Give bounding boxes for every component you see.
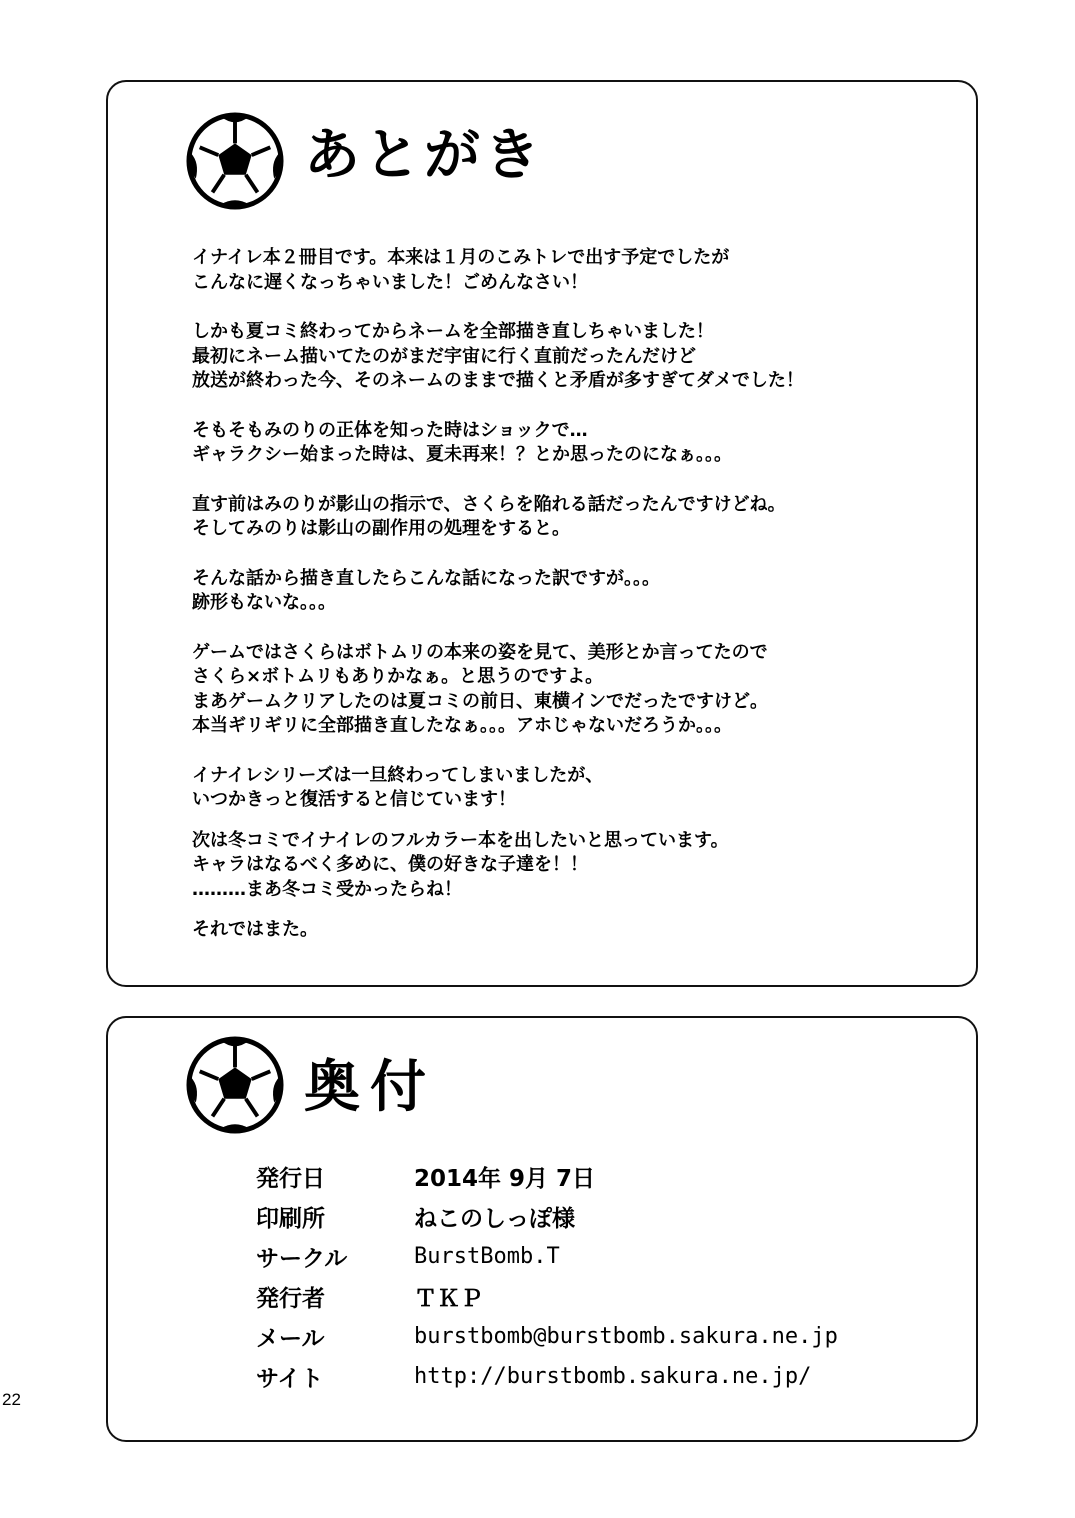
afterword-paragraph	[192, 829, 952, 903]
colophon-value: burstbomb@burstbomb.sakura.ne.jp	[414, 1323, 838, 1349]
colophon-row-circle	[256, 1236, 838, 1276]
colophon-value: BurstBomb.T	[414, 1243, 560, 1269]
colophon-value: http://burstbomb.sakura.ne.jp/	[414, 1363, 812, 1389]
afterword-title: あとがき	[304, 123, 544, 188]
afterword-paragraph	[192, 567, 952, 616]
colophon-value: ＴＫＰ	[414, 1285, 483, 1312]
text-line: そんな話から描き直したらこんな話になった訳ですが。。。	[192, 567, 660, 589]
afterword-paragraph	[192, 320, 952, 394]
text-line: 本当ギリギリに全部描き直したなぁ。。。アホじゃないだろうか。。。	[192, 715, 732, 736]
colophon-row-email	[256, 1316, 838, 1356]
text-line: ………まあ冬コミ受かったらね！	[192, 878, 462, 900]
afterword-paragraph	[192, 641, 952, 739]
text-line: 最初にネーム描いてたのがまだ宇宙に行く直前だったんだけど	[192, 345, 696, 367]
afterword-paragraph	[192, 419, 952, 468]
colophon-row-printer	[256, 1196, 838, 1236]
soccer-ball-icon	[186, 1036, 284, 1134]
text-line: いつかきっと復活すると信じています！	[192, 789, 516, 810]
colophon-row-site	[256, 1356, 838, 1396]
text-line: まあゲームクリアしたのは夏コミの前日、東横インでだったですけど。	[192, 690, 768, 712]
colophon-table	[256, 1156, 838, 1396]
colophon-value: ねこのしっぽ様	[414, 1205, 575, 1232]
colophon-row-publisher	[256, 1276, 838, 1316]
text-line: さくら×ボトムリもありかなぁ。と思うのですよ。	[192, 666, 604, 687]
text-line: それではまた。	[192, 919, 318, 940]
text-line: ギャラクシー始まった時は、夏未再来！？とか思ったのになぁ。。。	[192, 444, 732, 465]
afterword-paragraph	[192, 493, 952, 542]
text-line: こんなに遅くなっちゃいました！ごめんなさい！	[192, 271, 588, 293]
colophon-label: 発行日	[256, 1165, 325, 1192]
soccer-ball-icon	[186, 112, 284, 210]
afterword-body	[192, 246, 952, 968]
text-line: そもそもみのりの正体を知った時はショックで…	[192, 419, 588, 441]
text-line: 直す前はみのりが影山の指示で、さくらを陥れる話だったんですけどね。	[192, 493, 786, 515]
text-line: しかも夏コミ終わってからネームを全部描き直しちゃいました！	[192, 321, 714, 342]
colophon-label: 印刷所	[256, 1205, 325, 1232]
afterword-paragraph	[192, 764, 952, 813]
colophon-panel	[106, 1016, 978, 1442]
colophon-label: サークル	[256, 1245, 348, 1272]
text-line: 放送が終わった今、そのネームのままで描くと矛盾が多すぎてダメでした！	[192, 370, 804, 391]
text-line: イナイレシリーズは一旦終わってしまいましたが、	[192, 764, 604, 786]
colophon-value: 2014年 9月 7日	[414, 1165, 596, 1192]
colophon-title: 奥付	[304, 1055, 436, 1120]
text-line: 跡形もないな。。。	[192, 592, 336, 613]
text-line: ゲームではさくらはボトムリの本来の姿を見て、美形とか言ってたので	[192, 641, 768, 663]
colophon-label: サイト	[256, 1365, 324, 1392]
afterword-paragraph	[192, 918, 952, 943]
afterword-paragraph	[192, 246, 952, 295]
text-line: 次は冬コミでイナイレのフルカラー本を出したいと思っています。	[192, 829, 729, 851]
afterword-panel	[106, 80, 978, 987]
text-line: そしてみのりは影山の副作用の処理をすると。	[192, 518, 570, 539]
colophon-label: メール	[256, 1325, 325, 1352]
text-line: キャラはなるべく多めに、僕の好きな子達を！！	[192, 854, 588, 875]
text-line: イナイレ本２冊目です。本来は１月のこみトレで出す予定でしたが	[192, 247, 730, 268]
colophon-row-date	[256, 1156, 838, 1196]
page-number: 22	[2, 1390, 21, 1409]
colophon-label: 発行者	[256, 1285, 325, 1312]
